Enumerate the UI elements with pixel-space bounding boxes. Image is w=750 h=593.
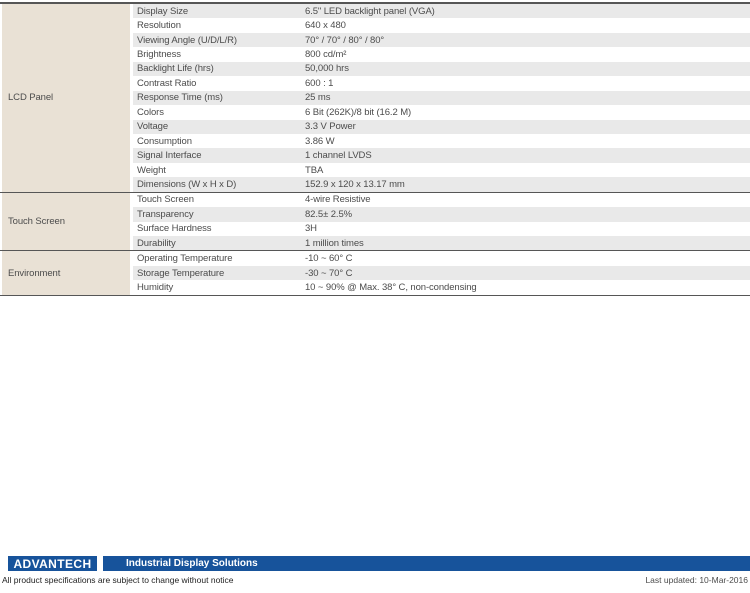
- spec-label: Consumption: [137, 135, 192, 147]
- spec-value: 600 : 1: [305, 77, 334, 89]
- spec-label: Colors: [137, 106, 164, 118]
- spec-value: 6.5" LED backlight panel (VGA): [305, 5, 435, 17]
- spec-value: TBA: [305, 164, 324, 176]
- spec-row: [133, 91, 750, 105]
- spec-value: 800 cd/m²: [305, 49, 347, 61]
- spec-row: [133, 134, 750, 148]
- category-cell: [2, 4, 130, 192]
- spec-row: [133, 148, 750, 162]
- spec-row: [133, 120, 750, 134]
- spec-label: Storage Temperature: [137, 267, 225, 279]
- spec-row: [133, 62, 750, 76]
- spec-row: [133, 163, 750, 177]
- spec-label: Brightness: [137, 49, 181, 61]
- spec-row: [133, 280, 750, 294]
- spec-row: [133, 266, 750, 280]
- spec-label: Transparency: [137, 208, 194, 220]
- last-updated: Last updated: 10-Mar-2016: [645, 575, 748, 585]
- category-label: Touch Screen: [8, 216, 65, 228]
- spec-label: Touch Screen: [137, 194, 194, 206]
- spec-rows: [133, 193, 750, 251]
- spec-label: Surface Hardness: [137, 223, 212, 235]
- spec-value: 10 ~ 90% @ Max. 38° C, non-condensing: [305, 282, 477, 294]
- category-label: Environment: [8, 267, 61, 279]
- spec-value: 3H: [305, 223, 317, 235]
- spec-row: [133, 236, 750, 250]
- spec-value: 70° / 70° / 80° / 80°: [305, 34, 385, 46]
- spec-group: [0, 4, 750, 193]
- spec-label: Signal Interface: [137, 150, 202, 162]
- spec-row: [133, 251, 750, 265]
- category-label: LCD Panel: [8, 92, 54, 104]
- spec-value: 152.9 x 120 x 13.17 mm: [305, 178, 405, 190]
- spec-row: [133, 193, 750, 207]
- footer-banner-title: Industrial Display Solutions: [103, 556, 750, 571]
- spec-value: 82.5± 2.5%: [305, 208, 352, 220]
- spec-row: [133, 105, 750, 119]
- spec-row: [133, 4, 750, 18]
- spec-value: 25 ms: [305, 92, 331, 104]
- spec-label: Viewing Angle (U/D/L/R): [137, 34, 237, 46]
- spec-label: Contrast Ratio: [137, 77, 197, 89]
- spec-value: -30 ~ 70° C: [305, 267, 353, 279]
- spec-label: Humidity: [137, 282, 174, 294]
- spec-table: [0, 2, 750, 296]
- spec-label: Resolution: [137, 20, 181, 32]
- spec-row: [133, 47, 750, 61]
- spec-value: 1 channel LVDS: [305, 150, 372, 162]
- spec-row: [133, 76, 750, 90]
- disclaimer-text: All product specifications are subject to change without notice: [2, 575, 234, 585]
- spec-label: Operating Temperature: [137, 253, 233, 265]
- spec-group: [0, 193, 750, 252]
- category-cell: [2, 251, 130, 294]
- spec-value: -10 ~ 60° C: [305, 253, 353, 265]
- footer: [0, 556, 750, 585]
- spec-value: 4-wire Resistive: [305, 194, 371, 206]
- spec-label: Voltage: [137, 121, 168, 133]
- spec-rows: [133, 4, 750, 192]
- spec-value: 50,000 hrs: [305, 63, 349, 75]
- spec-value: 3.86 W: [305, 135, 335, 147]
- footer-legal: [0, 575, 750, 585]
- spec-row: [133, 207, 750, 221]
- spec-row: [133, 177, 750, 191]
- spec-label: Backlight Life (hrs): [137, 63, 214, 75]
- spec-value: 3.3 V Power: [305, 121, 356, 133]
- spec-label: Response Time (ms): [137, 92, 223, 104]
- spec-value: 640 x 480: [305, 20, 346, 32]
- spec-label: Dimensions (W x H x D): [137, 178, 237, 190]
- spec-label: Display Size: [137, 5, 189, 17]
- spec-value: 6 Bit (262K)/8 bit (16.2 M): [305, 106, 412, 118]
- spec-row: [133, 222, 750, 236]
- spec-row: [133, 18, 750, 32]
- advantech-logo: ADVANTECH: [8, 556, 97, 571]
- spec-label: Weight: [137, 164, 166, 176]
- footer-brand-bar: [0, 556, 750, 571]
- spec-rows: [133, 251, 750, 294]
- category-cell: [2, 193, 130, 251]
- spec-group: [0, 251, 750, 295]
- spec-label: Durability: [137, 237, 176, 249]
- spec-row: [133, 33, 750, 47]
- spec-value: 1 million times: [305, 237, 364, 249]
